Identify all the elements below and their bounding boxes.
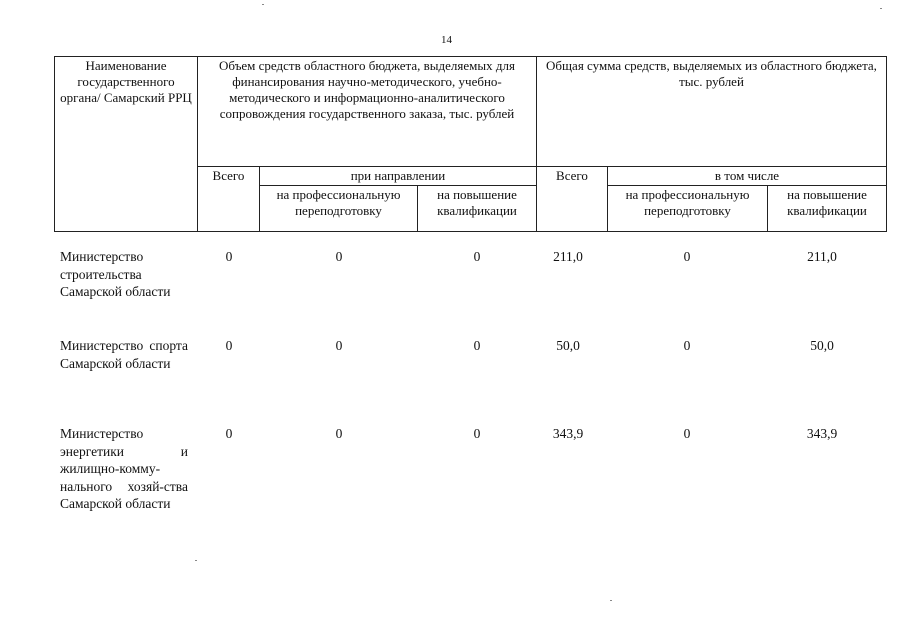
row-name: Министерство энергетики и жилищно-комму-нального хозяй-ства Самарской области <box>60 426 188 511</box>
cell-value: 343,9 <box>806 426 838 441</box>
scan-speck <box>195 560 197 561</box>
header-total-2: Всего <box>537 167 608 232</box>
scan-speck <box>610 600 612 601</box>
cell-value: 50,0 <box>556 338 580 353</box>
cell-value: 0 <box>473 426 481 441</box>
cell-value: 343,9 <box>552 426 584 441</box>
cell-value: 0 <box>225 249 233 264</box>
header-including: в том числе <box>608 167 887 186</box>
row-name: Министерство строительства Самарской области <box>60 249 171 299</box>
cell-value: 0 <box>473 249 481 264</box>
header-group-total-amount: Общая сумма средств, выделяемых из областного бюджета, тыс. рублей <box>537 57 887 167</box>
header-retraining-2: на профессиональную переподготовку <box>608 186 768 232</box>
header-qualification-2: на повышение квалификации <box>768 186 887 232</box>
cell-value: 0 <box>683 249 691 264</box>
table-header <box>54 56 887 232</box>
row-name: Министерство спорта Самарской области <box>60 338 188 371</box>
scan-speck <box>262 4 264 5</box>
cell-value: 0 <box>335 338 343 353</box>
header-total-1: Всего <box>198 167 260 232</box>
cell-value: 0 <box>225 338 233 353</box>
page-number: 14 <box>441 34 452 46</box>
scan-speck <box>880 8 882 9</box>
header-group-budget-volume: Объем средств областного бюджета, выделяемых для финансирования научно-методического, учебно-методического и информационно-аналитического сопровождения государственного заказа, тыс. рублей <box>198 57 537 167</box>
cell-value: 0 <box>683 426 691 441</box>
cell-value: 0 <box>335 249 343 264</box>
cell-value: 211,0 <box>553 249 583 264</box>
header-qualification-1: на повышение квалификации <box>418 186 537 232</box>
cell-value: 0 <box>473 338 481 353</box>
header-by-direction: при направлении <box>260 167 537 186</box>
cell-value: 0 <box>335 426 343 441</box>
cell-value: 0 <box>225 426 233 441</box>
cell-value: 0 <box>683 338 691 353</box>
header-retraining-1: на профессиональную переподготовку <box>260 186 418 232</box>
header-name-column: Наименование государственного органа/ Самарский РРЦ <box>55 57 198 232</box>
cell-value: 211,0 <box>807 249 837 264</box>
cell-value: 50,0 <box>810 338 834 353</box>
